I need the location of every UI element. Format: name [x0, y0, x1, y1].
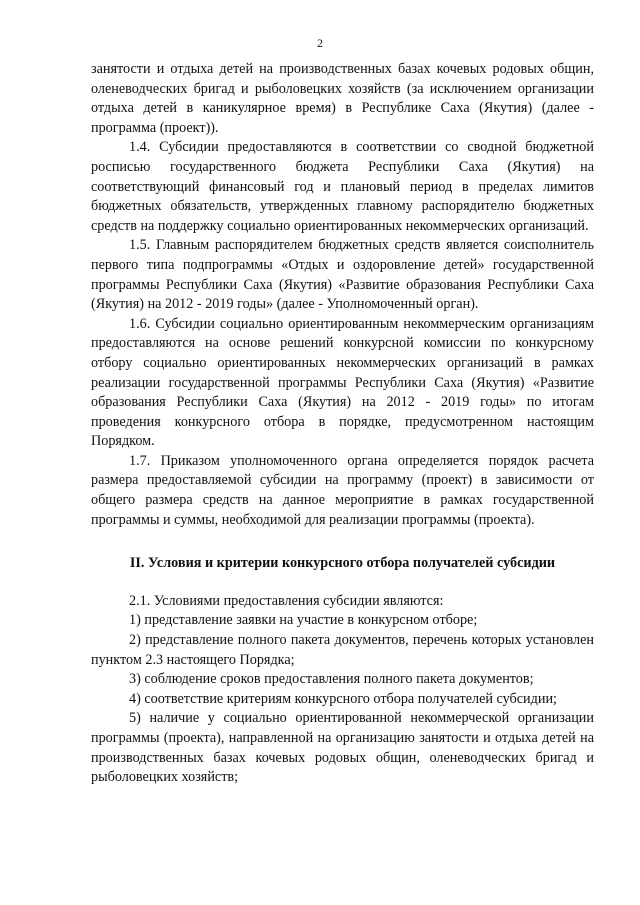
document-body [91, 60, 594, 788]
paragraph-1-5: 1.5. Главным распорядителем бюджетных средств является соисполнитель первого типа подпрограммы «Отдых и оздоровление детей» государственной программы Республики Саха (Якутия) «Развитие образования Республики Саха (Якутия) на 2012 - 2019 годы» (далее - Уполномоченный орган). [91, 237, 594, 313]
section-heading: II. Условия и критерии конкурсного отбора получателей субсидии [129, 555, 556, 572]
list-item-5: 5) наличие у социально ориентированной некоммерческой организации программы (проекта), направленной на организацию занятости и отдыха детей на производственных базах кочевых родовых общин, оленеводческих бригад и рыболовецких хозяйств; [91, 710, 594, 786]
paragraph-1-6: 1.6. Субсидии социально ориентированным некоммерческим организациям предоставляются на основе решений конкурсной комиссии по конкурсному отбору социально ориентированных некоммерческих организаций в рамках реализации государственной программы Республики Саха (Якутия) «Развитие образования Республики Саха (Якутия) на 2012 - 2019 годы» по итогам проведения конкурсного отбора в порядке, предусмотренном настоящим Порядком. [91, 315, 594, 450]
paragraph-2-1: 2.1. Условиями предоставления субсидии являются: [129, 592, 444, 609]
paragraph-continuation: занятости и отдыха детей на производственных базах кочевых родовых общин, оленеводческих бригад и рыболовецких хозяйств (за исключением организации отдыха детей в каникулярное время) в Республике Саха (Якутия) (далее - программа (проект)). [91, 61, 594, 136]
list-item-2: 2) представление полного пакета документов, перечень которых установлен пунктом 2.3 настоящего Порядка; [91, 632, 594, 668]
list-item-3: 3) соблюдение сроков предоставления полного пакета документов; [129, 671, 534, 688]
paragraph-1-7: 1.7. Приказом уполномоченного органа определяется порядок расчета размера предоставляемой субсидии на программу (проект) в зависимости от общего размера средств на данное мероприятие в рамках государственной программы и суммы, необходимой для реализации программы (проекта). [91, 452, 594, 528]
page-number: 2 [317, 36, 323, 50]
paragraph-1-4: 1.4. Субсидии предоставляются в соответствии со сводной бюджетной росписью государственного бюджета Республики Саха (Якутия) на соответствующий финансовый год и плановый период в пределах лимитов бюджетных обязательств, утвержденных главному распорядителю бюджетных средств на поддержку социально ориентированных некоммерческих организаций. [91, 139, 594, 234]
list-item-4: 4) соответствие критериям конкурсного отбора получателей субсидии; [129, 690, 557, 707]
list-item-1: 1) представление заявки на участие в конкурсном отборе; [129, 612, 478, 629]
